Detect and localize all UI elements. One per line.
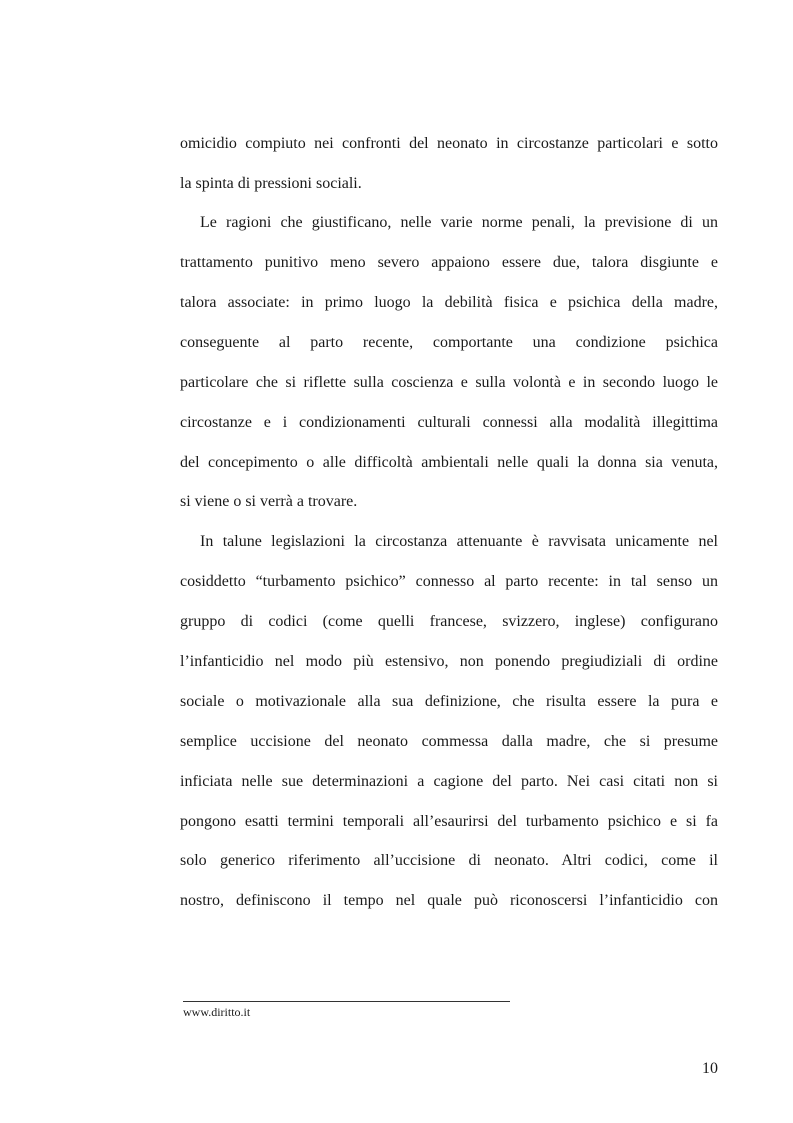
footnote-divider (183, 1001, 510, 1002)
paragraph-3-line-6: semplice uccisione del neonato commessa dalla madre, che si presume (180, 733, 718, 750)
paragraph-2-line-1: Le ragioni che giustificano, nelle varie norme penali, la previsione di un (200, 214, 718, 231)
paragraph-3-line-5: sociale o motivazionale alla sua definizione, che risulta essere la pura e (180, 693, 718, 710)
paragraph-2-line-6: circostanze e i condizionamenti culturali connessi alla modalità illegittima (180, 414, 718, 431)
paragraph-1-line-2: la spinta di pressioni sociali. (180, 175, 362, 192)
paragraph-3-line-3: gruppo di codici (come quelli francese, svizzero, inglese) configurano (180, 613, 718, 630)
paragraph-3-line-9: solo generico riferimento all’uccisione di neonato. Altri codici, come il (180, 852, 718, 869)
footnote-source: www.diritto.it (183, 1005, 251, 1019)
paragraph-2-line-7: del concepimento o alle difficoltà ambientali nelle quali la donna sia venuta, (180, 454, 718, 471)
paragraph-3-line-1: In talune legislazioni la circostanza attenuante è ravvisata unicamente nel (200, 533, 718, 550)
paragraph-2-line-5: particolare che si riflette sulla coscienza e sulla volontà e in secondo luogo le (180, 374, 718, 391)
paragraph-2-line-3: talora associate: in primo luogo la debilità fisica e psichica della madre, (180, 294, 718, 311)
paragraph-3-line-10: nostro, definiscono il tempo nel quale può riconoscersi l’infanticidio con (180, 892, 718, 909)
paragraph-3-line-7: inficiata nelle sue determinazioni a cagione del parto. Nei casi citati non si (180, 773, 718, 790)
page-number: 10 (702, 1060, 718, 1077)
paragraph-3-line-4: l’infanticidio nel modo più estensivo, non ponendo pregiudiziali di ordine (180, 653, 718, 670)
paragraph-3-line-2: cosiddetto “turbamento psichico” connesso al parto recente: in tal senso un (180, 573, 718, 590)
paragraph-3-line-8: pongono esatti termini temporali all’esaurirsi del turbamento psichico e si fa (180, 813, 718, 830)
paragraph-1-line-1: omicidio compiuto nei confronti del neonato in circostanze particolari e sotto (180, 135, 718, 152)
paragraph-2-line-4: conseguente al parto recente, comportante una condizione psichica (180, 334, 718, 351)
paragraph-2-line-8: si viene o si verrà a trovare. (180, 493, 358, 510)
paragraph-2-line-2: trattamento punitivo meno severo appaiono essere due, talora disgiunte e (180, 254, 718, 271)
